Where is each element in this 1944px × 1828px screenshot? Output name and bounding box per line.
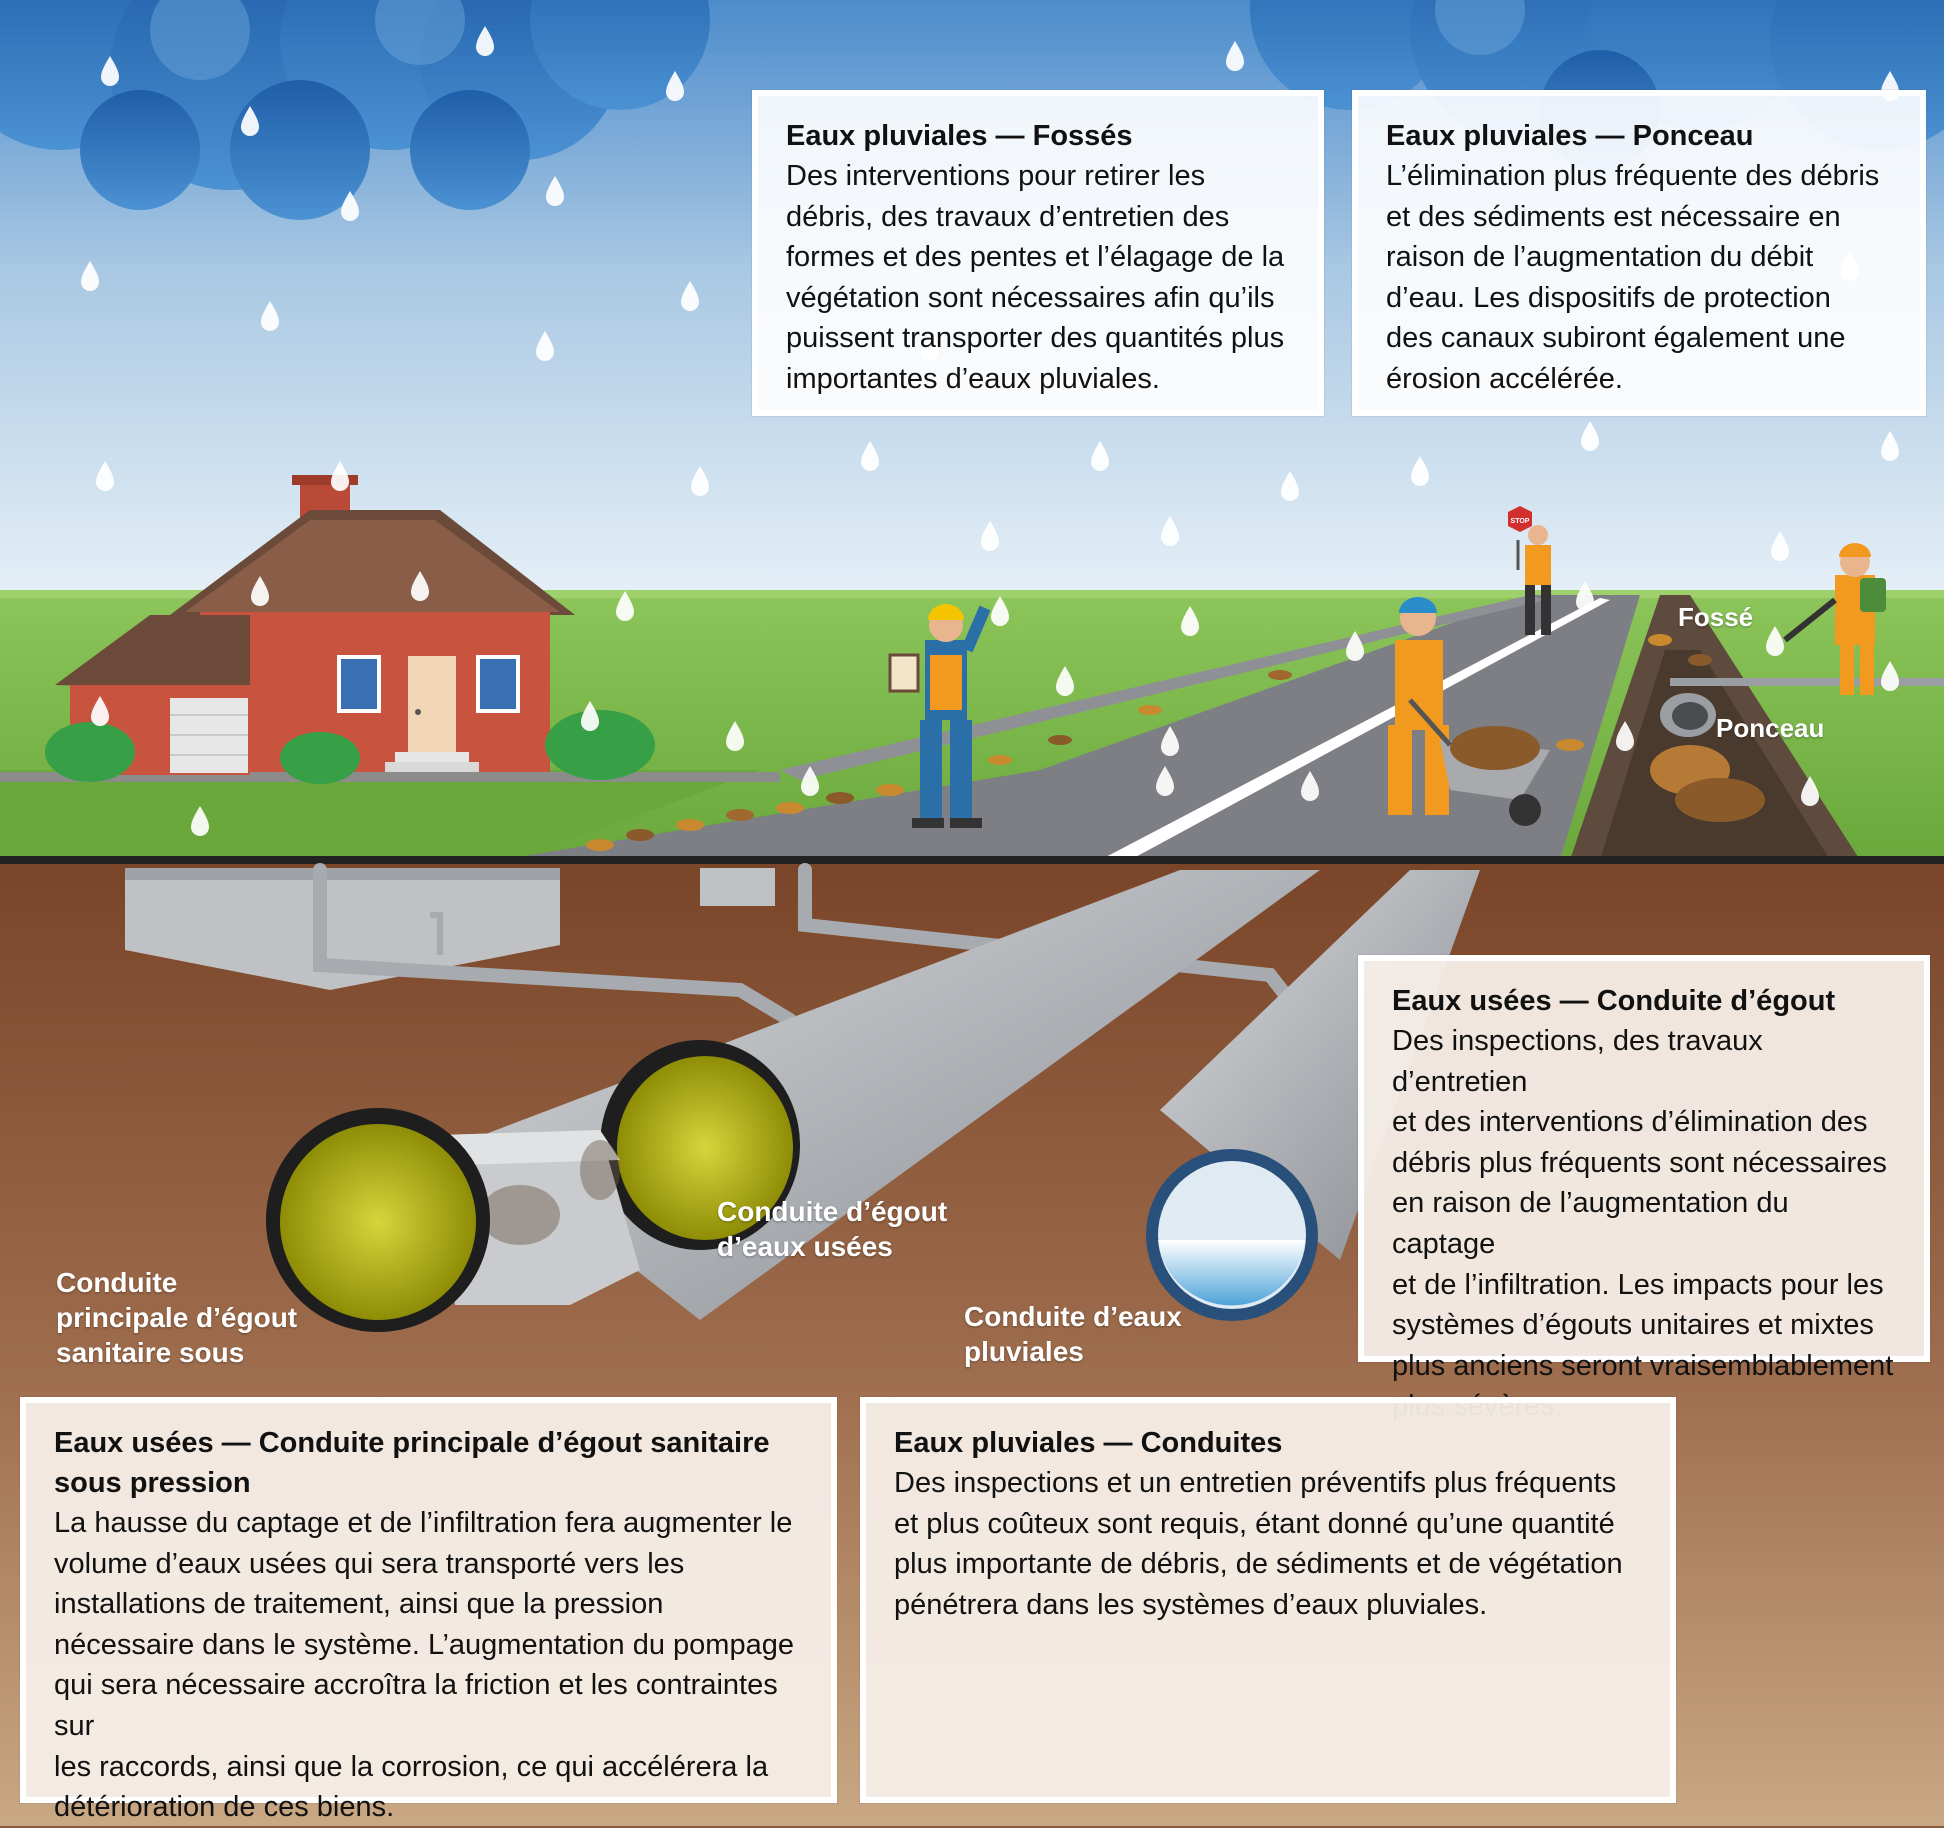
label-line: pluviales <box>964 1336 1084 1367</box>
callout-line: importantes d’eaux pluviales. <box>786 362 1160 395</box>
label-line: sanitaire sous <box>56 1337 245 1368</box>
callout-title: Eaux pluviales — Ponceau <box>1386 120 1754 152</box>
callout-line: formes et des pentes et l’élagage de la <box>786 241 1285 274</box>
callout-line: d’eau. Les dispositifs de protection <box>1386 281 1831 314</box>
callout-line: puissent transporter des quantités plus <box>786 322 1285 355</box>
label-sewer-pipe <box>717 1194 947 1264</box>
callout-line: et plus coûteux sont requis, étant donné qu’une quantité <box>894 1507 1615 1540</box>
callout-conduite-egout <box>1358 955 1930 1382</box>
label-main-pipe <box>56 1265 297 1370</box>
callout-line: Des inspections et un entretien préventifs plus fréquents <box>894 1467 1617 1499</box>
label-fosse: Fossé <box>1678 602 1754 632</box>
callout-line: raison de l’augmentation du débit <box>1386 241 1814 274</box>
callout-line: pénétrera dans les systèmes d’eaux pluviales. <box>894 1588 1488 1621</box>
callout-line: systèmes d’égouts unitaires et mixtes <box>1392 1309 1874 1342</box>
callout-conduites-pluviales <box>860 1397 1676 1803</box>
label-line: Conduite <box>56 1267 178 1298</box>
label-ponceau: Ponceau <box>1716 713 1825 743</box>
label-line: Conduite d’eaux <box>964 1301 1182 1332</box>
callout-line: La hausse du captage et de l’infiltration fera augmenter le <box>54 1507 793 1539</box>
callout-title-line: sous pression <box>54 1467 251 1499</box>
callout-title: Eaux usées — Conduite d’égout <box>1392 985 1836 1017</box>
callout-line: Des interventions pour retirer les <box>786 160 1206 192</box>
label-line: principale d’égout <box>56 1302 298 1333</box>
callout-line: débris plus fréquents sont nécessaires <box>1392 1146 1887 1179</box>
callout-line: plus anciens seront vraisemblablement <box>1392 1349 1894 1382</box>
callout-fosses <box>752 90 1324 416</box>
callout-title-line: Eaux usées — Conduite principale d’égout sanitaire <box>54 1427 770 1459</box>
stop-sign-text: STOP <box>1510 518 1530 525</box>
callout-conduite-pression <box>20 1397 837 1824</box>
callout-line: et de l’infiltration. Les impacts pour les <box>1392 1268 1884 1301</box>
callout-line: plus importante de débris, de sédiments et de végétation <box>894 1548 1623 1581</box>
callout-line: nécessaire dans le système. L’augmentation du pompage <box>54 1628 794 1661</box>
label-line: d’eaux usées <box>717 1231 893 1262</box>
callout-title <box>54 1423 803 1503</box>
callout-line: L’élimination plus fréquente des débris <box>1386 160 1880 192</box>
callout-line: et des sédiments est nécessaire en <box>1386 200 1841 233</box>
callout-line: érosion accélérée. <box>1386 362 1623 395</box>
callout-line: végétation sont nécessaires afin qu’ils <box>786 281 1275 314</box>
callout-line: les raccords, ainsi que la corrosion, ce qui accélérera la <box>54 1750 769 1783</box>
callout-line: des canaux subiront également une <box>1386 322 1846 355</box>
callout-line: débris, des travaux d’entretien des <box>786 200 1230 233</box>
label-storm-pipe <box>964 1299 1182 1369</box>
callout-line: en raison de l’augmentation du captage <box>1392 1187 1789 1260</box>
callout-ponceau <box>1352 90 1926 416</box>
callout-line: volume d’eaux usées qui sera transporté vers les <box>54 1547 685 1580</box>
callout-line: et des interventions d’élimination des <box>1392 1106 1868 1139</box>
callout-line: détérioration de ces biens. <box>54 1791 395 1824</box>
callout-line: Des inspections, des travaux d’entretien <box>1392 1025 1763 1098</box>
callout-line: installations de traitement, ainsi que la pression <box>54 1588 664 1621</box>
label-line: Conduite d’égout <box>717 1196 948 1227</box>
callout-title: Eaux pluviales — Fossés <box>786 120 1133 152</box>
callout-line: qui sera nécessaire accroîtra la friction et les contraintes sur <box>54 1669 778 1742</box>
callout-title: Eaux pluviales — Conduites <box>894 1427 1283 1459</box>
